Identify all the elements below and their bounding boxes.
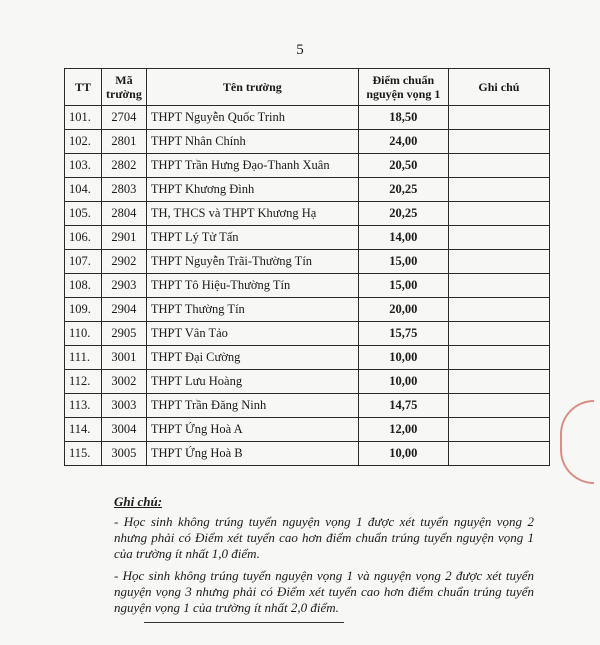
note-paragraph-1: - Học sinh không trúng tuyển nguyện vọng 1 được xét tuyển nguyện vọng 2 nhưng phải có Điểm xét tuyển cao hơn điểm chuẩn trúng tuyển nguyện vọng 1 của trường ít nhất 1,0 điểm. — [114, 514, 534, 561]
row-diem-chuan: 15,00 — [358, 274, 448, 298]
table-row — [65, 106, 550, 130]
row-ma-truong: 2901 — [102, 226, 147, 250]
notes-title: Ghi chú: — [114, 494, 163, 509]
row-diem-chuan: 20,25 — [358, 178, 448, 202]
row-ma-truong: 2803 — [102, 178, 147, 202]
row-ma-truong: 2903 — [102, 274, 147, 298]
row-ten-truong: THPT Ứng Hoà B — [146, 442, 358, 466]
table-row — [65, 130, 550, 154]
header-ma-truong: Mã trường — [102, 69, 147, 106]
row-tt: 114. — [65, 418, 102, 442]
row-diem-chuan: 14,00 — [358, 226, 448, 250]
row-diem-chuan: 10,00 — [358, 442, 448, 466]
row-ghi-chu — [448, 298, 549, 322]
note-paragraph-2: - Học sinh không trúng tuyển nguyện vọng 1 và nguyện vọng 2 được xét tuyển nguyện vọng 3 nhưng phải có Điểm xét tuyển cao hơn điểm chuẩn trúng tuyển nguyện vọng 1 của trường ít nhất 2,0 điểm. — [114, 568, 534, 615]
table-row — [65, 322, 550, 346]
row-ghi-chu — [448, 130, 549, 154]
row-ten-truong: THPT Tô Hiệu-Thường Tín — [146, 274, 358, 298]
row-ma-truong: 2804 — [102, 202, 147, 226]
table-row — [65, 226, 550, 250]
row-ghi-chu — [448, 202, 549, 226]
table-row — [65, 154, 550, 178]
row-tt: 104. — [65, 178, 102, 202]
row-ma-truong: 2802 — [102, 154, 147, 178]
row-ma-truong: 2905 — [102, 322, 147, 346]
row-ma-truong: 3001 — [102, 346, 147, 370]
header-ghi-chu: Ghi chú — [448, 69, 549, 106]
admission-score-table — [64, 68, 550, 466]
table-row — [65, 178, 550, 202]
row-ghi-chu — [448, 178, 549, 202]
row-tt: 110. — [65, 322, 102, 346]
row-tt: 106. — [65, 226, 102, 250]
row-ten-truong: TH, THCS và THPT Khương Hạ — [146, 202, 358, 226]
table-row — [65, 250, 550, 274]
row-diem-chuan: 24,00 — [358, 130, 448, 154]
row-ten-truong: THPT Đại Cường — [146, 346, 358, 370]
table-row — [65, 274, 550, 298]
row-diem-chuan: 20,50 — [358, 154, 448, 178]
row-ghi-chu — [448, 346, 549, 370]
row-ten-truong: THPT Khương Đình — [146, 178, 358, 202]
row-ma-truong: 3004 — [102, 418, 147, 442]
row-ghi-chu — [448, 106, 549, 130]
row-ten-truong: THPT Lưu Hoàng — [146, 370, 358, 394]
row-ma-truong: 3005 — [102, 442, 147, 466]
row-ten-truong: THPT Lý Tử Tấn — [146, 226, 358, 250]
table-row — [65, 202, 550, 226]
row-ten-truong: THPT Vân Tảo — [146, 322, 358, 346]
row-diem-chuan: 15,75 — [358, 322, 448, 346]
row-tt: 105. — [65, 202, 102, 226]
row-ma-truong: 2904 — [102, 298, 147, 322]
row-tt: 115. — [65, 442, 102, 466]
table-row — [65, 394, 550, 418]
row-ma-truong: 2704 — [102, 106, 147, 130]
row-tt: 111. — [65, 346, 102, 370]
row-ghi-chu — [448, 370, 549, 394]
row-tt: 102. — [65, 130, 102, 154]
red-seal-stamp — [560, 400, 594, 484]
table-row — [65, 346, 550, 370]
row-ghi-chu — [448, 274, 549, 298]
row-ma-truong: 2902 — [102, 250, 147, 274]
row-ten-truong: THPT Nguyễn Quốc Trinh — [146, 106, 358, 130]
row-tt: 109. — [65, 298, 102, 322]
row-ma-truong: 3003 — [102, 394, 147, 418]
table-row — [65, 370, 550, 394]
row-diem-chuan: 20,00 — [358, 298, 448, 322]
row-ten-truong: THPT Trần Đăng Ninh — [146, 394, 358, 418]
table-row — [65, 442, 550, 466]
header-ten-truong: Tên trường — [146, 69, 358, 106]
row-tt: 108. — [65, 274, 102, 298]
row-ma-truong: 3002 — [102, 370, 147, 394]
row-diem-chuan: 10,00 — [358, 370, 448, 394]
row-ghi-chu — [448, 418, 549, 442]
row-tt: 107. — [65, 250, 102, 274]
row-ten-truong: THPT Ứng Hoà A — [146, 418, 358, 442]
row-tt: 112. — [65, 370, 102, 394]
row-diem-chuan: 14,75 — [358, 394, 448, 418]
row-ten-truong: THPT Nhân Chính — [146, 130, 358, 154]
page-number: 5 — [296, 42, 304, 58]
table-row — [65, 298, 550, 322]
row-ghi-chu — [448, 394, 549, 418]
table-body — [65, 106, 550, 466]
row-ghi-chu — [448, 442, 549, 466]
row-diem-chuan: 12,00 — [358, 418, 448, 442]
row-diem-chuan: 10,00 — [358, 346, 448, 370]
row-tt: 103. — [65, 154, 102, 178]
header-tt: TT — [65, 69, 102, 106]
row-tt: 101. — [65, 106, 102, 130]
row-ghi-chu — [448, 322, 549, 346]
table-header-row — [65, 69, 550, 106]
row-ma-truong: 2801 — [102, 130, 147, 154]
row-diem-chuan: 18,50 — [358, 106, 448, 130]
row-diem-chuan: 20,25 — [358, 202, 448, 226]
row-diem-chuan: 15,00 — [358, 250, 448, 274]
notes-underline — [144, 622, 344, 623]
row-ghi-chu — [448, 250, 549, 274]
row-tt: 113. — [65, 394, 102, 418]
row-ten-truong: THPT Thường Tín — [146, 298, 358, 322]
header-diem-chuan: Điểm chuẩn nguyện vọng 1 — [358, 69, 448, 106]
row-ten-truong: THPT Nguyễn Trãi-Thường Tín — [146, 250, 358, 274]
notes-section — [114, 494, 534, 623]
row-ghi-chu — [448, 226, 549, 250]
row-ten-truong: THPT Trần Hưng Đạo-Thanh Xuân — [146, 154, 358, 178]
row-ghi-chu — [448, 154, 549, 178]
table-row — [65, 418, 550, 442]
